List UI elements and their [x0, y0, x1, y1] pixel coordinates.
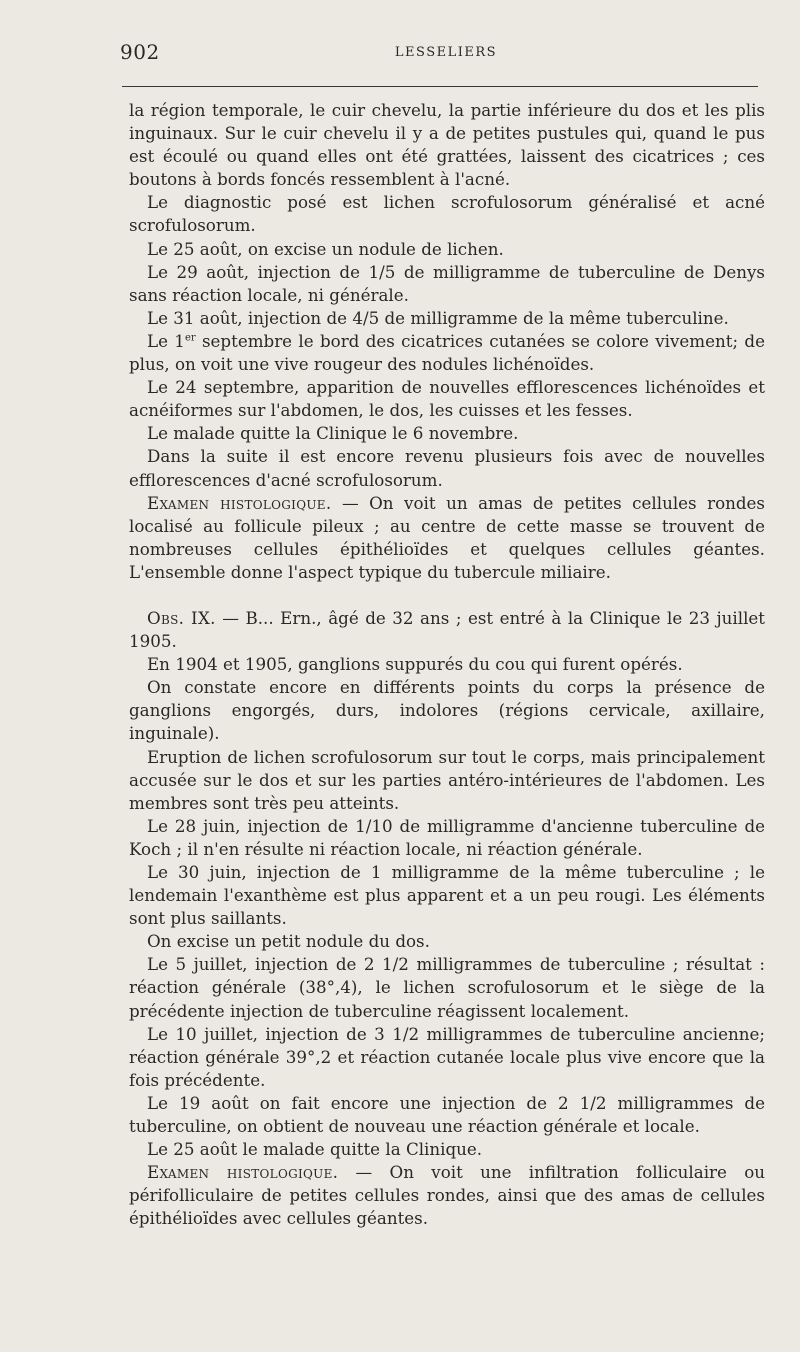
paragraph: Le 28 juin, injection de 1/10 de milligramme d'ancienne tuberculine de Koch ; il n'en résulte ni réaction locale, ni réaction générale. [129, 815, 765, 859]
paragraph: la région temporale, le cuir chevelu, la partie inférieure du dos et les plis inguinaux. Sur le cuir chevelu il y a de petites pustules qui, quand le pus est écoulé ou quand elles ont été grattées, laissent des cicatrices ; ces boutons à bords foncés ressemblent à l'acné. [129, 100, 765, 190]
paragraph: Le 5 juillet, injection de 2 1/2 milligrammes de tuberculine ; résultat : réaction générale (38°,4), le lichen scrofulosorum et le siège de la précédente injection de tuberculine réagissent localement. [129, 954, 765, 1021]
paragraph [129, 1161, 765, 1230]
paragraph: Le 10 juillet, injection de 3 1/2 milligrammes de tuberculine ancienne; réaction générale 39°,2 et réaction cutanée locale plus vive encore que la fois précédente. [129, 1023, 765, 1090]
paragraph [129, 492, 765, 584]
ordinal-superscript: er [184, 332, 196, 344]
page-number: 902 [120, 40, 160, 64]
paragraph: Dans la suite il est encore revenu plusieurs fois avec de nouvelles efflorescences d'acné scrofulosorum. [129, 446, 765, 490]
section-label: Examen histologique. [147, 1162, 339, 1183]
paragraph-text: — On voit un amas de petites cellules rondes localisé au follicule pileux ; au centre de cette masse se trouvent de nombreuses cellules épithélioïdes et quelques cellules géantes. L'ensemble donne l'aspect typique du tubercule miliaire. [129, 492, 765, 582]
paragraph-text: — On voit une infiltration folliculaire ou périfolliculaire de petites cellules rondes, ainsi que des amas de cellules épithélioïdes avec cellules géantes. [129, 1162, 765, 1229]
body-text [129, 99, 765, 1231]
paragraph: On constate encore en différents points du corps la présence de ganglions engorgés, durs, indolores (régions cervicale, axillaire, inguinale). [129, 677, 765, 744]
observation-label: Obs. IX. [147, 607, 216, 628]
paragraph-text: septembre le bord des cicatrices cutanées se colore vivement; de plus, on voit une vive rougeur des nodules lichénoïdes. [129, 330, 765, 375]
paragraph: On excise un petit nodule du dos. [147, 931, 430, 952]
paragraph: Le 24 septembre, apparition de nouvelles efflorescences lichénoïdes et acnéiformes sur l'abdomen, le dos, les cuisses et les fesses. [129, 377, 765, 421]
paragraph: En 1904 et 1905, ganglions suppurés du cou qui furent opérés. [147, 654, 683, 675]
paragraph: Le 19 août on fait encore une injection de 2 1/2 milligrammes de tuberculine, on obtient de nouveau une réaction générale et locale. [129, 1092, 765, 1137]
running-title: LESSELIERS [394, 45, 498, 60]
paragraph: Le 25 août, on excise un nodule de lichen. [147, 238, 504, 259]
paragraph: Le diagnostic posé est lichen scrofulosorum généralisé et acné scrofulosorum. [129, 192, 765, 236]
paragraph: Eruption de lichen scrofulosorum sur tout le corps, mais principalement accusée sur le dos et sur les parties antéro-intérieures de l'abdomen. Les membres sont très peu atteints. [129, 746, 765, 813]
section-label: Examen histologique. [147, 492, 332, 513]
paragraph: Le 25 août le malade quitte la Clinique. [147, 1139, 483, 1160]
paragraph-text: Le 1 [147, 330, 185, 351]
page-header [120, 40, 756, 74]
paragraph: Le 29 août, injection de 1/5 de milligramme de tuberculine de Denys sans réaction locale, ni générale. [129, 261, 765, 305]
header-rule [122, 86, 758, 87]
paragraph: Le malade quitte la Clinique le 6 novembre. [147, 423, 519, 444]
paragraph-text: — B... Ern., âgé de 32 ans ; est entré à la Clinique le 23 juillet 1905. [129, 607, 765, 652]
paragraph: Le 31 août, injection de 4/5 de milligramme de la même tuberculine. [147, 307, 729, 328]
paragraph: Le 30 juin, injection de 1 milligramme de la même tuberculine ; le lendemain l'exanthème est plus apparent et a un peu rougi. Les éléments sont plus saillants. [129, 862, 765, 929]
observation-heading-paragraph [129, 607, 765, 653]
paragraph [129, 330, 765, 376]
